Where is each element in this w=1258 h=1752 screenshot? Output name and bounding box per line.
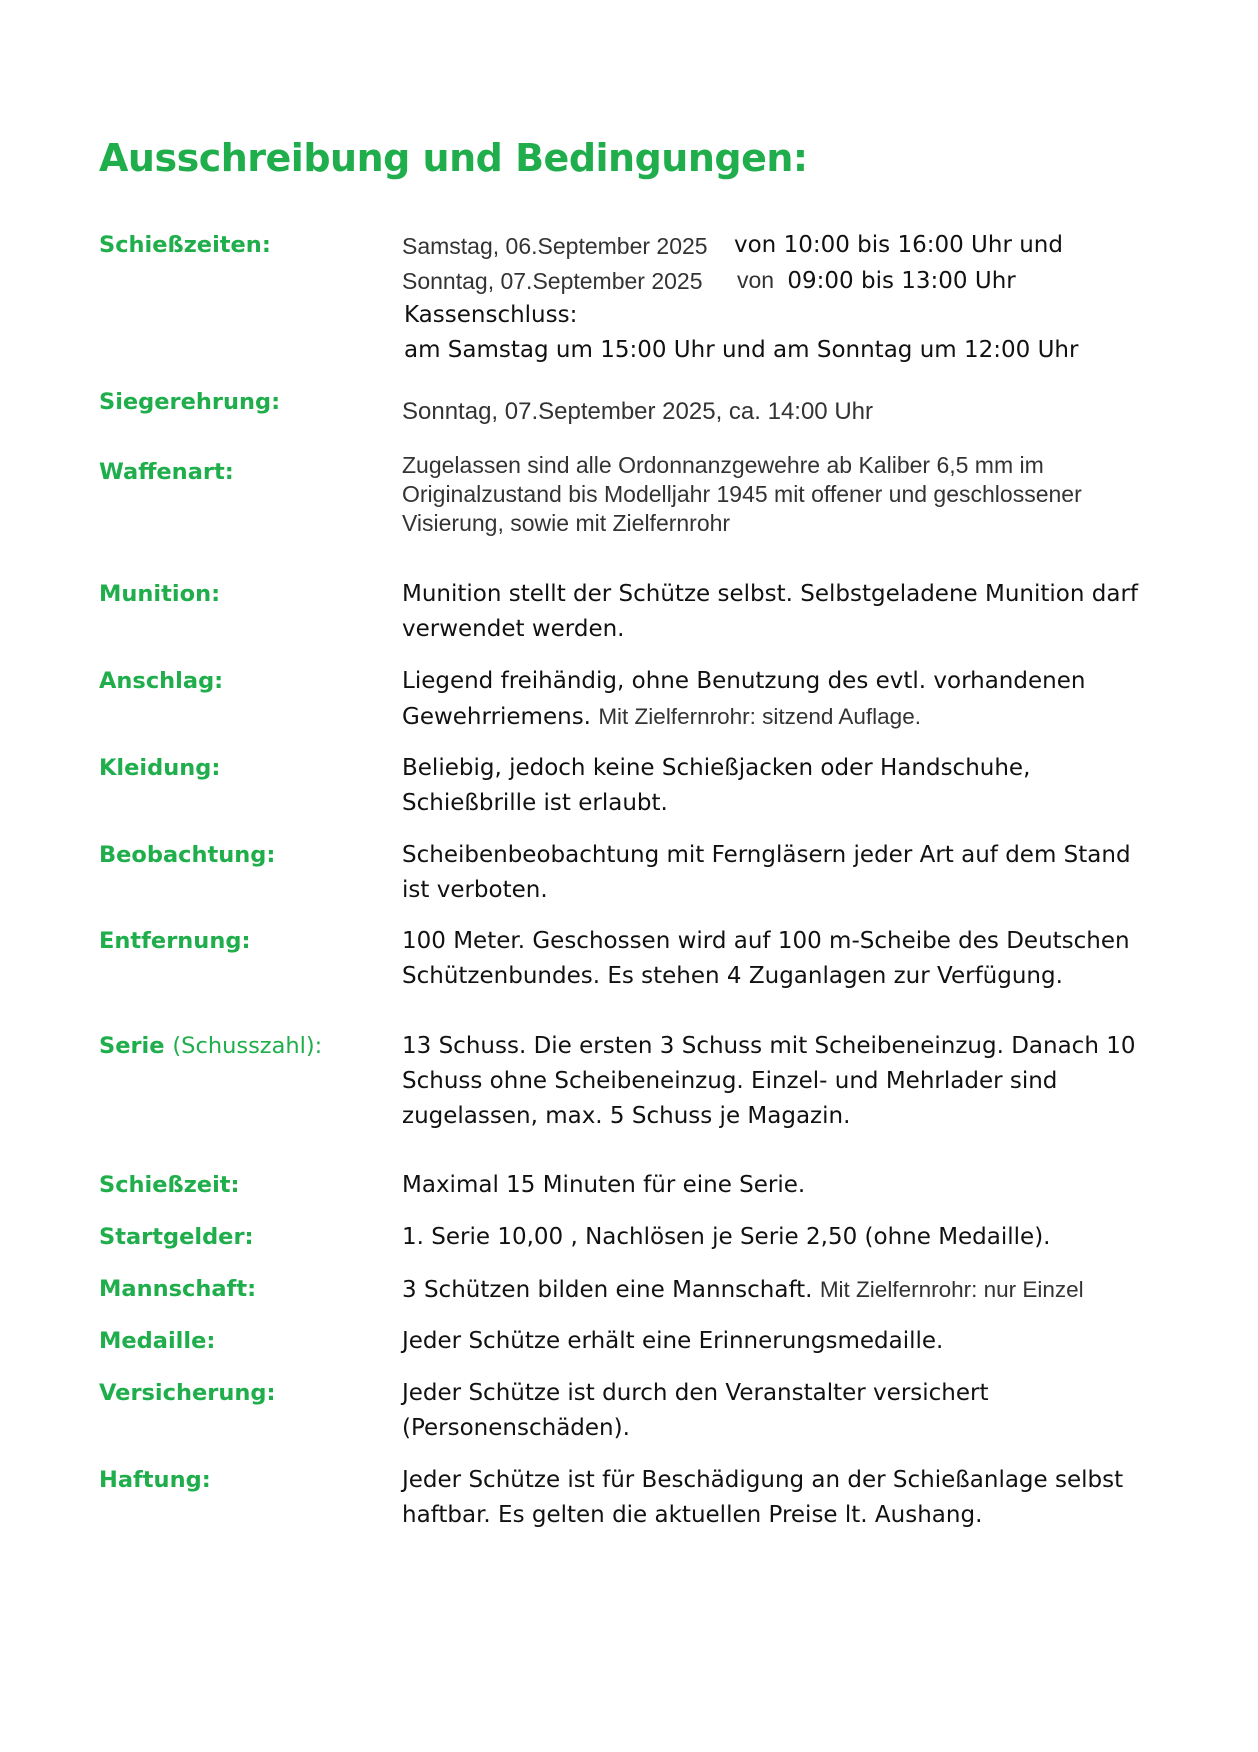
serie-value: 13 Schuss. Die ersten 3 Schuss mit Scheibeneinzug. Danach 10 Schuss ohne Scheibeneinzug. Einzel- und Mehrlader sind zugelassen, max. 5 Schuss je Magazin. <box>402 1033 1136 1129</box>
haftung-value: Jeder Schütze ist für Beschädigung an der Schießanlage selbst haftbar. Es gelten die aktuellen Preise lt. Aushang. <box>402 1467 1124 1528</box>
label-munition: Munition: <box>99 581 221 607</box>
beobachtung-value: Scheibenbeobachtung mit Ferngläsern jeder Art auf dem Stand ist verboten. <box>402 842 1131 903</box>
startgelder-value: 1. Serie 10,00 , Nachlösen je Serie 2,50 (ohne Medaille). <box>402 1224 1051 1250</box>
label-schiesszeit: Schießzeit: <box>99 1172 240 1198</box>
mannschaft-value: 3 Schützen bilden eine Mannschaft. Mit Zielfernrohr: nur Einzel <box>402 1277 1084 1303</box>
anschlag-value: Liegend freihändig, ohne Benutzung des evtl. vorhandenen Gewehrriemens. Mit Zielfernrohr: sitzend Auflage. <box>402 668 1086 730</box>
label-startgelder: Startgelder: <box>99 1224 254 1250</box>
schiesszeiten-day2: Sonntag, 07.September 2025 <box>402 268 703 294</box>
schiesszeiten-time1: von 10:00 bis 16:00 Uhr und <box>734 232 1063 258</box>
siegerehrung-value: Sonntag, 07.September 2025, ca. 14:00 Uhr <box>402 398 873 425</box>
label-mannschaft: Mannschaft: <box>99 1276 257 1302</box>
page-title: Ausschreibung und Bedingungen: <box>99 136 808 180</box>
label-siegerehrung: Siegerehrung: <box>99 389 281 415</box>
entfernung-value: 100 Meter. Geschossen wird auf 100 m-Scheibe des Deutschen Schützenbundes. Es stehen 4 Zuganlagen zur Verfügung. <box>402 928 1130 989</box>
label-versicherung: Versicherung: <box>99 1380 276 1406</box>
label-serie: Serie (Schusszahl): <box>99 1033 323 1059</box>
schiesszeiten-time2: von 09:00 bis 13:00 Uhr <box>737 267 1016 294</box>
schiesszeit-value: Maximal 15 Minuten für eine Serie. <box>402 1172 806 1198</box>
label-beobachtung: Beobachtung: <box>99 842 276 868</box>
label-schiesszeiten: Schießzeiten: <box>99 232 271 258</box>
schiesszeiten-day1: Samstag, 06.September 2025 <box>402 233 708 259</box>
label-kleidung: Kleidung: <box>99 755 221 781</box>
kassenschluss-label: Kassenschluss: <box>404 302 578 328</box>
label-anschlag: Anschlag: <box>99 668 224 694</box>
label-waffenart: Waffenart: <box>99 459 234 485</box>
waffenart-value: Zugelassen sind alle Ordonnanzgewehre ab Kaliber 6,5 mm im Originalzustand bis Modelljahr 1945 mit offener und geschlossener Visierung, sowie mit Zielfernrohr <box>402 452 1082 536</box>
kleidung-value: Beliebig, jedoch keine Schießjacken oder Handschuhe, Schießbrille ist erlaubt. <box>402 755 1031 816</box>
label-haftung: Haftung: <box>99 1467 211 1493</box>
label-medaille: Medaille: <box>99 1328 216 1354</box>
versicherung-value: Jeder Schütze ist durch den Veranstalter versichert (Personenschäden). <box>402 1380 989 1441</box>
medaille-value: Jeder Schütze erhält eine Erinnerungsmedaille. <box>402 1328 944 1354</box>
munition-value: Munition stellt der Schütze selbst. Selbstgeladene Munition darf verwendet werden. <box>402 581 1138 642</box>
label-entfernung: Entfernung: <box>99 928 251 954</box>
kassenschluss-value: am Samstag um 15:00 Uhr und am Sonntag um 12:00 Uhr <box>404 337 1079 363</box>
